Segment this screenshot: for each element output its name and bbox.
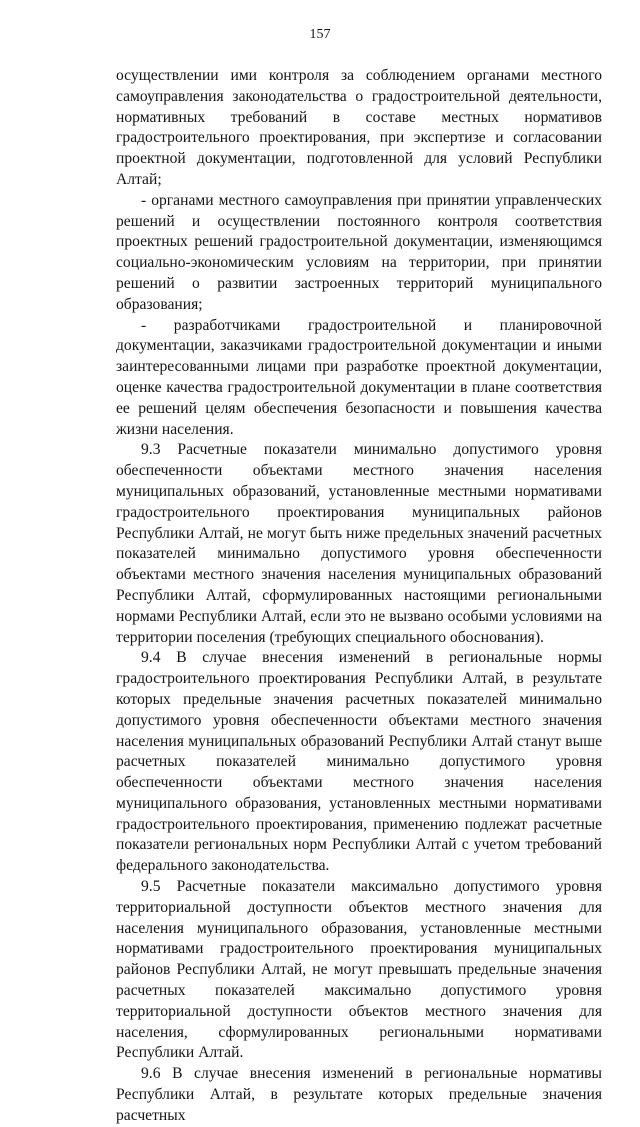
list-item-developers: - разработчиками градостроительной и планировочной документации, заказчиками градостроительной документации и иными заинтересованными лицами при разработке проектной документации, оценке качества градостроительной документации в плане соответствия ее решений целям обеспечения безопасности и повышения качества жизни населения. [116, 316, 602, 438]
clause-9-3: 9.3 Расчетные показатели минимально допустимого уровня обеспеченности объектами местного значения населения муниципальных образований, установленные местными нормативами градостроительного проектирования муниципальных районов Республики Алтай, не могут быть ниже предельных значений расчетных показателей минимально допустимого уровня обеспеченности объектами местного значения населения муниципальных образований Республики Алтай, сформулированных настоящими региональными нормами Республики Алтай, если это не вызвано особыми условиями на территории поселения (требующих специального обоснования). [116, 441, 602, 646]
page-number: 157 [309, 27, 331, 42]
paragraph-continuation: осуществлении ими контроля за соблюдением органами местного самоуправления законодательства о градостроительной деятельности, нормативных требований в составе местных нормативов градостроительного проектирования, при экспертизе и согласовании проектной документации, подготовленной для условий Республики Алтай; [116, 67, 602, 188]
clause-9-4: 9.4 В случае внесения изменений в региональные нормы градостроительного проектирования Республики Алтай, в результате которых предельные значения расчетных показателей минимально допустимого уровня обеспеченности объектами местного значения населения муниципальных образований Республики Алтай станут выше расчетных показателей минимально допустимого уровня обеспеченности объектами местного значения населения муниципального образования, установленных местными нормативами градостроительного проектирования, применению подлежат расчетные показатели региональных норм Республики Алтай с учетом требований федерального законодательства. [116, 649, 602, 875]
clause-9-5: 9.5 Расчетные показатели максимально допустимого уровня территориальной доступности объектов местного значения для населения муниципального образования, установленные местными нормативами градостроительного проектирования муниципальных районов Республики Алтай, не могут превышать предельные значения расчетных показателей максимально допустимого уровня территориальной доступности объектов местного значения для населения, сформулированных региональными нормативами Республики Алтай. [116, 878, 602, 1062]
clause-9-6: 9.6 В случае внесения изменений в региональные нормативы Республики Алтай, в результате которых предельные значения расчетных [116, 1065, 602, 1124]
list-item-local-authorities: - органами местного самоуправления при принятии управленческих решений и осуществлении постоянного контроля соответствия проектных решений градостроительной документации, изменяющимся социально-экономическим условиям на территории, при принятии решений о развитии застроенных территорий муниципального образования; [116, 191, 602, 313]
document-body [116, 66, 602, 1127]
